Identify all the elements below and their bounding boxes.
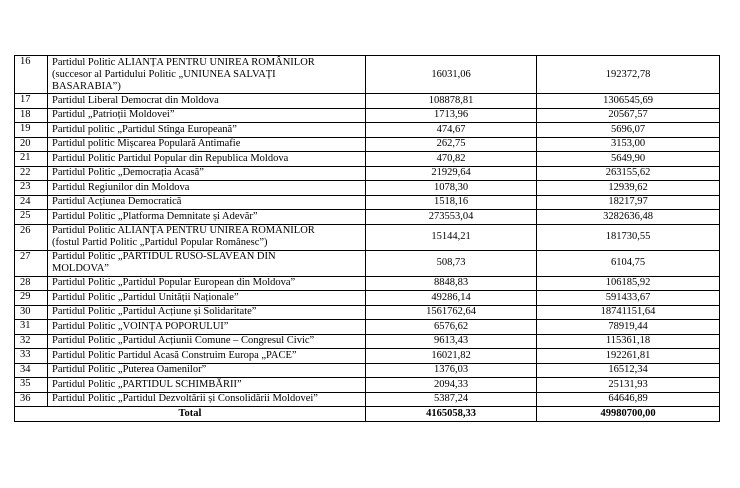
amount-value-2-text: 16512,34 — [608, 364, 648, 376]
amount-value-1-text: 16031,06 — [431, 68, 471, 80]
row-number-text: 26 — [20, 224, 31, 236]
amount-value-2 — [537, 305, 720, 320]
row-number — [15, 56, 48, 94]
amount-value-2 — [537, 320, 720, 335]
amount-value-1-text: 1078,30 — [433, 181, 469, 193]
table-row — [15, 305, 720, 320]
party-name-text: Partidul Politic Partidul Popular din Republica Moldova — [52, 152, 289, 164]
amount-value-2-text: 64646,89 — [608, 393, 648, 405]
amount-value-1-text: 21929,64 — [431, 167, 471, 179]
row-number — [15, 166, 48, 181]
amount-value-1-text: 9613,43 — [433, 335, 469, 347]
amount-value-1 — [366, 152, 537, 167]
party-name-text: Partidul Politic ALIANȚA PENTRU UNIREA ROMÂNILOR (succesor al Partidului Politic „UNIUNEA SALVAȚI BASARABIA”) — [52, 56, 315, 92]
amount-value-1 — [366, 320, 537, 335]
amount-value-2-text: 5696,07 — [610, 123, 646, 135]
amount-value-2-text: 106185,92 — [605, 277, 651, 289]
row-number — [15, 349, 48, 364]
amount-value-1 — [366, 108, 537, 123]
total-v2: 49980700,00 — [537, 407, 720, 422]
row-number-text: 16 — [20, 56, 31, 67]
amount-value-2-text: 263155,62 — [605, 167, 651, 179]
amount-value-1-text: 262,75 — [436, 138, 466, 150]
amount-value-1-text: 16021,82 — [431, 349, 471, 361]
table-row — [15, 94, 720, 109]
total-label: Total — [15, 407, 366, 422]
row-number — [15, 392, 48, 407]
amount-value-1 — [366, 334, 537, 349]
table-row — [15, 137, 720, 152]
amount-value-2 — [537, 349, 720, 364]
table-row — [15, 392, 720, 407]
party-name — [48, 181, 366, 196]
amount-value-1 — [366, 291, 537, 306]
party-name-text: Partidul Regiunilor din Moldova — [52, 181, 190, 193]
row-number — [15, 181, 48, 196]
party-name-text: Partidul Politic „Partidul Acțiunii Comune – Congresul Civic” — [52, 335, 315, 347]
amount-value-1-text: 8848,83 — [433, 277, 469, 289]
row-number-text: 32 — [20, 334, 31, 346]
amount-value-1 — [366, 363, 537, 378]
row-number-text: 25 — [20, 210, 31, 221]
row-number — [15, 152, 48, 167]
amount-value-2-text: 1306545,69 — [603, 94, 653, 106]
amount-value-1 — [366, 305, 537, 320]
total-row — [15, 407, 720, 422]
row-number-text: 36 — [20, 392, 31, 404]
amount-value-1 — [366, 250, 537, 276]
party-name-text: Partidul Politic ALIANȚA PENTRU UNIREA ROMÂNILOR (fostul Partid Politic „Partidul Popular Românesc”) — [52, 225, 315, 248]
amount-value-2-text: 78919,44 — [608, 320, 648, 332]
row-number-text: 21 — [20, 152, 31, 163]
party-name-text: Partidul Politic „PARTIDUL SCHIMBĂRII” — [52, 378, 242, 390]
row-number — [15, 334, 48, 349]
party-name-text: Partidul Politic „VOINȚA POPORULUI” — [52, 320, 229, 332]
amount-value-2 — [537, 334, 720, 349]
amount-value-1-text: 470,82 — [436, 152, 466, 164]
amount-value-2-text: 115361,18 — [605, 335, 651, 347]
row-number — [15, 94, 48, 109]
table-row — [15, 291, 720, 306]
row-number — [15, 210, 48, 225]
party-name-text: Partidul Politic „Puterea Oamenilor” — [52, 364, 207, 376]
party-name — [48, 378, 366, 393]
table-row — [15, 378, 720, 393]
amount-value-2 — [537, 94, 720, 109]
amount-value-1-text: 6576,62 — [433, 320, 469, 332]
amount-value-1 — [366, 195, 537, 210]
party-name — [48, 152, 366, 167]
row-number — [15, 305, 48, 320]
amount-value-2 — [537, 123, 720, 138]
row-number-text: 20 — [20, 137, 31, 149]
row-number-text: 19 — [20, 123, 31, 134]
amount-value-2 — [537, 108, 720, 123]
party-name — [48, 137, 366, 152]
party-name-text: Partidul Politic Partidul Acasă Construim Europa „PACE” — [52, 349, 297, 361]
amount-value-1-text: 2094,33 — [433, 378, 469, 390]
amount-value-2 — [537, 392, 720, 407]
party-name — [48, 210, 366, 225]
table-row — [15, 334, 720, 349]
amount-value-2-text: 20567,57 — [608, 109, 648, 121]
party-name — [48, 108, 366, 123]
row-number-text: 27 — [20, 250, 31, 262]
party-name-text: Partidul Politic „Partidul Dezvoltării și Consolidării Moldovei” — [52, 393, 318, 405]
amount-value-1 — [366, 56, 537, 94]
table-row — [15, 349, 720, 364]
amount-value-2 — [537, 250, 720, 276]
amount-value-2-text: 181730,55 — [605, 231, 651, 242]
row-number-text: 31 — [20, 320, 31, 331]
row-number — [15, 250, 48, 276]
amount-value-2-text: 591433,67 — [605, 291, 651, 303]
amount-value-2 — [537, 224, 720, 250]
party-name — [48, 166, 366, 181]
party-name — [48, 195, 366, 210]
row-number-text: 18 — [20, 108, 31, 120]
row-number-text: 34 — [20, 363, 31, 375]
amount-value-2 — [537, 363, 720, 378]
party-name — [48, 334, 366, 349]
table-row — [15, 181, 720, 196]
table-row — [15, 250, 720, 276]
amount-value-2-text: 3153,00 — [610, 138, 646, 150]
table-row — [15, 224, 720, 250]
amount-value-1-text: 1376,03 — [433, 364, 469, 376]
amount-value-1 — [366, 224, 537, 250]
amount-value-1 — [366, 123, 537, 138]
amount-value-2-text: 18741151,64 — [600, 306, 656, 318]
amount-value-1 — [366, 349, 537, 364]
amount-value-1 — [366, 166, 537, 181]
row-number — [15, 195, 48, 210]
amount-value-1-text: 15144,21 — [431, 231, 471, 242]
row-number — [15, 123, 48, 138]
amount-value-2-text: 192261,81 — [605, 349, 651, 361]
row-number — [15, 291, 48, 306]
table-body — [15, 56, 720, 422]
amount-value-1-text: 508,73 — [436, 257, 466, 268]
party-name-text: Partidul Politic „Platforma Demnitate și Adevăr” — [52, 210, 258, 222]
party-name-text: Partidul Liberal Democrat din Moldova — [52, 94, 219, 106]
amount-value-1-text: 1561762,64 — [426, 306, 476, 318]
row-number-text: 35 — [20, 378, 31, 389]
party-name — [48, 224, 366, 250]
row-number-text: 23 — [20, 181, 31, 192]
party-name-text: Partidul Politic „Partidul Acțiune și Solidaritate” — [52, 306, 257, 318]
amount-value-2 — [537, 137, 720, 152]
amount-value-1-text: 1518,16 — [433, 196, 469, 208]
row-number — [15, 320, 48, 335]
amount-value-2 — [537, 276, 720, 291]
row-number-text: 22 — [20, 166, 31, 178]
row-number — [15, 363, 48, 378]
amount-value-2-text: 3282636,48 — [603, 210, 653, 222]
amount-value-2-text: 192372,78 — [605, 68, 651, 80]
party-name-text: Partidul Politic „Partidul Popular European din Moldova” — [52, 277, 296, 289]
amount-value-1-text: 474,67 — [436, 123, 466, 135]
amount-value-1-text: 1713,96 — [433, 109, 469, 121]
amount-value-2 — [537, 56, 720, 94]
amount-value-2-text: 5649,90 — [610, 152, 646, 164]
party-name — [48, 94, 366, 109]
amount-value-2-text: 12939,62 — [608, 181, 648, 193]
amount-value-2 — [537, 291, 720, 306]
party-name — [48, 349, 366, 364]
allocation-table — [14, 55, 720, 422]
amount-value-2 — [537, 195, 720, 210]
amount-value-1-text: 5387,24 — [433, 393, 469, 405]
amount-value-2-text: 6104,75 — [610, 257, 646, 268]
party-name — [48, 305, 366, 320]
amount-value-1-text: 49286,14 — [431, 291, 471, 303]
table-row — [15, 108, 720, 123]
amount-value-1 — [366, 181, 537, 196]
row-number-text: 30 — [20, 305, 31, 317]
amount-value-1 — [366, 276, 537, 291]
amount-value-2 — [537, 378, 720, 393]
amount-value-1-text: 108878,81 — [428, 94, 474, 106]
table-row — [15, 363, 720, 378]
party-name — [48, 250, 366, 276]
table-row — [15, 56, 720, 94]
party-name — [48, 363, 366, 378]
table-row — [15, 276, 720, 291]
row-number — [15, 276, 48, 291]
amount-value-1-text: 273553,04 — [428, 210, 474, 222]
amount-value-1 — [366, 137, 537, 152]
row-number-text: 24 — [20, 195, 31, 207]
party-name — [48, 392, 366, 407]
row-number — [15, 378, 48, 393]
total-v1: 4165058,33 — [366, 407, 537, 422]
row-number-text: 17 — [20, 94, 31, 105]
table-row — [15, 195, 720, 210]
amount-value-1 — [366, 378, 537, 393]
party-name-text: Partidul Politic „Partidul Unității Naționale” — [52, 291, 239, 303]
party-name — [48, 276, 366, 291]
table-row — [15, 166, 720, 181]
row-number — [15, 108, 48, 123]
party-name — [48, 291, 366, 306]
row-number-text: 33 — [20, 349, 31, 360]
amount-value-2-text: 18217,97 — [608, 196, 648, 208]
party-name-text: Partidul Politic „PARTIDUL RUSO-SLAVEAN DIN MOLDOVA” — [52, 251, 276, 274]
amount-value-2 — [537, 152, 720, 167]
amount-value-1 — [366, 94, 537, 109]
party-name — [48, 123, 366, 138]
amount-value-2-text: 25131,93 — [608, 378, 648, 390]
party-name-text: Partidul politic Mișcarea Populară Antimafie — [52, 138, 241, 150]
party-name — [48, 320, 366, 335]
row-number — [15, 224, 48, 250]
amount-value-2 — [537, 210, 720, 225]
amount-value-1 — [366, 392, 537, 407]
party-name-text: Partidul „Patrioții Moldovei” — [52, 109, 175, 121]
row-number-text: 28 — [20, 276, 31, 288]
row-number-text: 29 — [20, 291, 31, 302]
party-name — [48, 56, 366, 94]
party-name-text: Partidul Acțiunea Democratică — [52, 196, 182, 208]
table-row — [15, 152, 720, 167]
row-number — [15, 137, 48, 152]
table-row — [15, 320, 720, 335]
amount-value-2 — [537, 181, 720, 196]
amount-value-1 — [366, 210, 537, 225]
amount-value-2 — [537, 166, 720, 181]
party-name-text: Partidul politic „Partidul Stînga Europeană” — [52, 123, 237, 135]
table-row — [15, 123, 720, 138]
table-row — [15, 210, 720, 225]
party-name-text: Partidul Politic „Democrația Acasă” — [52, 167, 204, 179]
